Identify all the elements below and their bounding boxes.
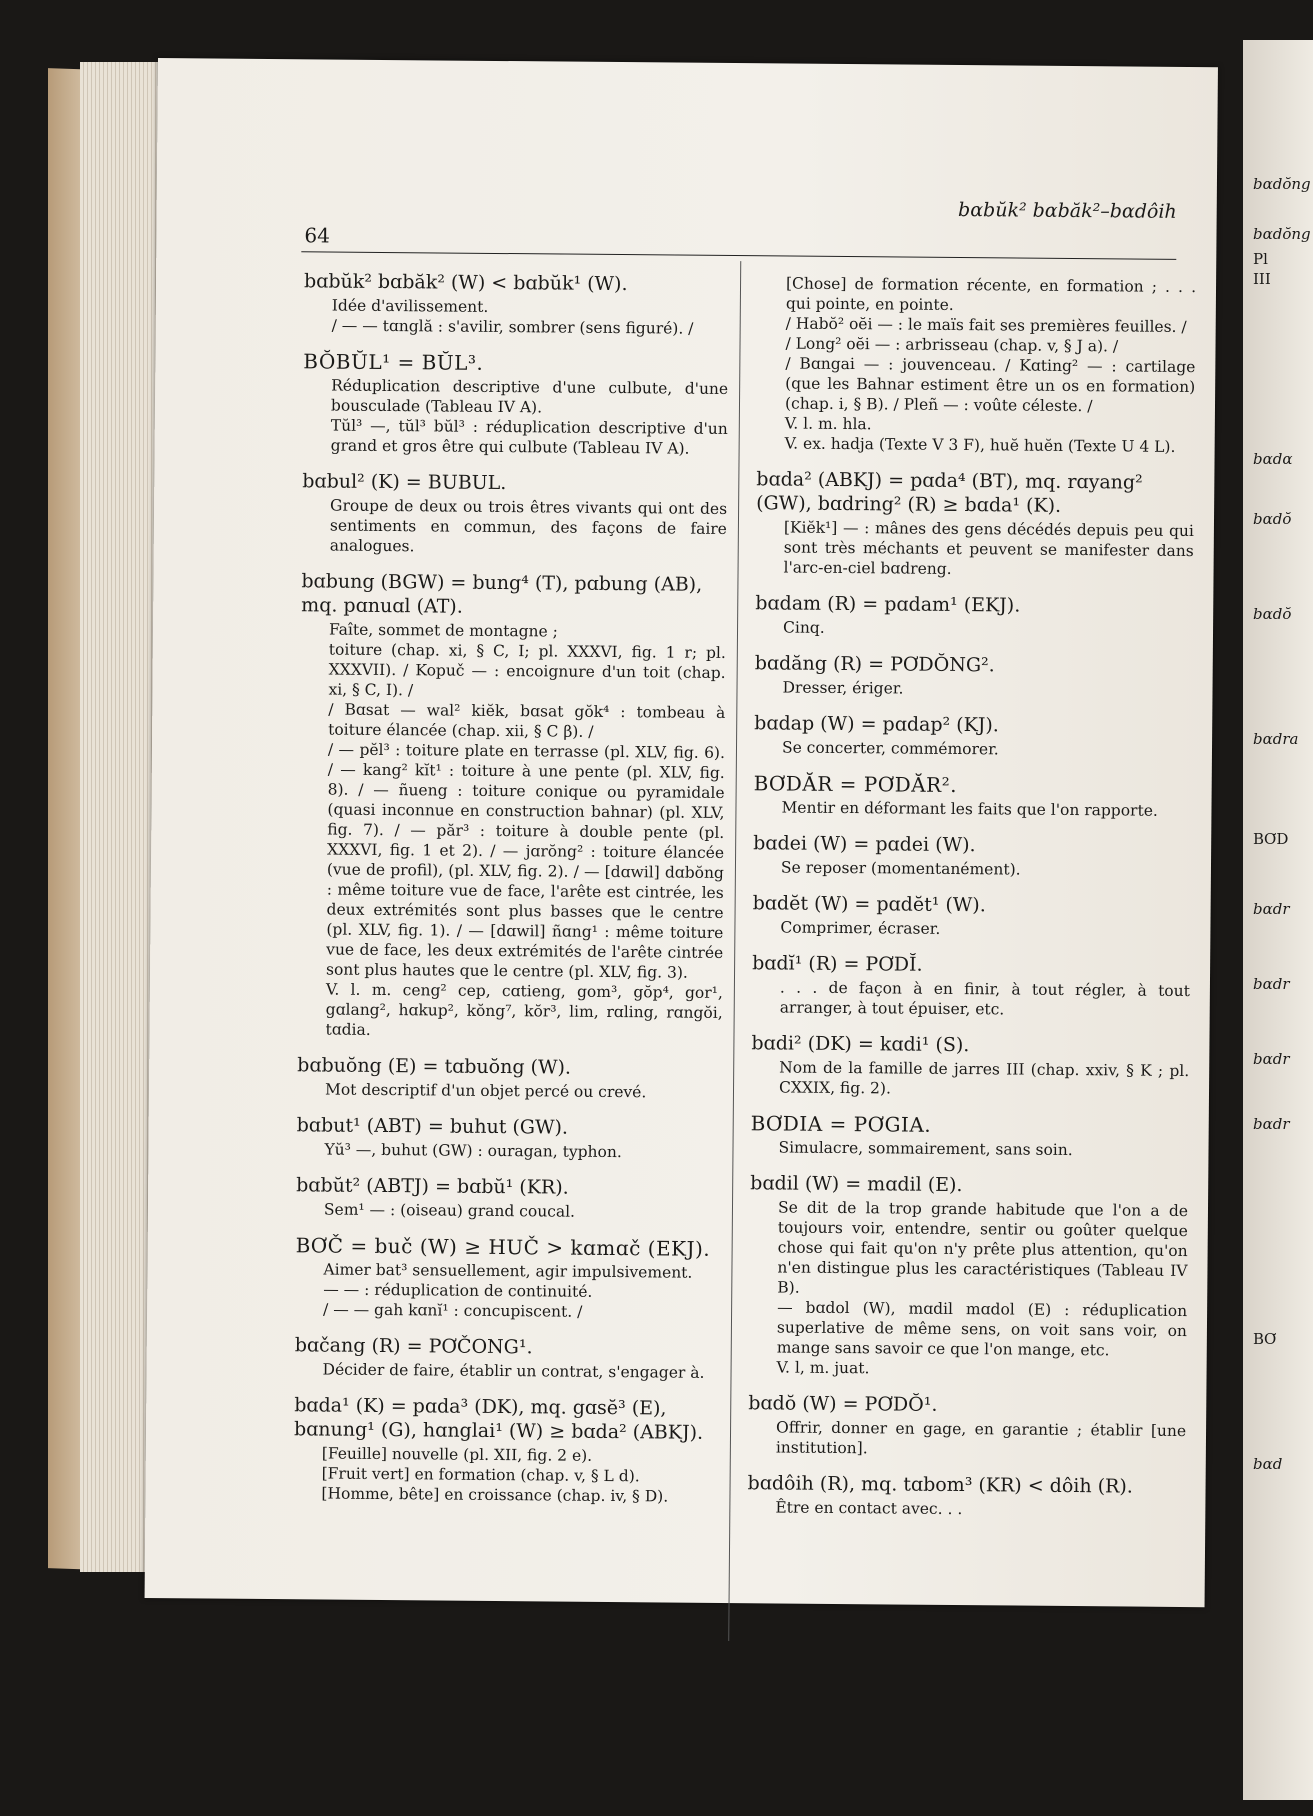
entry-definition: / Habŏ² oĕi — : le maïs fait ses premières feuilles. / xyxy=(785,314,1187,336)
facing-page-fragment: bɑdr xyxy=(1253,1115,1290,1133)
dictionary-entry xyxy=(754,711,1192,761)
dictionary-entry xyxy=(752,951,1191,1021)
dictionary-entry xyxy=(750,1111,1188,1161)
entry-definition: Cinq. xyxy=(782,618,825,637)
entry-headword: bɑdĕt (W) = pɑdĕt¹ (W). xyxy=(752,892,986,917)
facing-page-fragment: bɑd xyxy=(1253,1455,1283,1473)
dictionary-entry xyxy=(296,1173,721,1223)
entry-definition: Se reposer (momentanément). xyxy=(780,858,1021,879)
dictionary-entry xyxy=(303,349,729,459)
entry-headword: bɑdam (R) = pɑdam¹ (EKJ). xyxy=(755,592,1021,617)
dictionary-entry xyxy=(297,1053,722,1103)
entry-headword: bɑbung (BGW) = bung⁴ (T), pɑbung (AB), mq. pɑnuɑl (AT). xyxy=(301,570,703,618)
dictionary-entry xyxy=(296,1113,721,1163)
entry-headword: BƠDĂR = PƠDĂR². xyxy=(753,771,958,798)
entry-headword: BŎBŬL¹ = BŬL³. xyxy=(303,349,484,375)
entry-headword: bɑda² (ABKJ) = pɑda⁴ (BT), mq. rɑyang² (GW), bɑdring² (R) ≥ bɑda¹ (K). xyxy=(756,468,1143,517)
dictionary-entry xyxy=(297,569,726,1043)
page-number: 64 xyxy=(304,223,331,248)
entry-headword: bɑdap (W) = pɑdap² (KJ). xyxy=(754,712,999,737)
entry-definition: V. l. m. hla. xyxy=(784,414,872,434)
facing-page-fragment: bɑdr xyxy=(1253,975,1290,993)
dictionary-entry xyxy=(304,269,730,339)
entry-definition: Offrir, donner en gage, en garantie ; établir [une institution]. xyxy=(775,1418,1187,1458)
entry-definition: V. l, m. juat. xyxy=(776,1358,870,1378)
facing-page-fragment: bɑdŏ xyxy=(1253,605,1292,623)
facing-page-fragment: bɑdɑ xyxy=(1253,450,1293,468)
facing-page-fragment: III xyxy=(1253,270,1271,288)
entry-headword: bɑdĭ¹ (R) = PƠDĬ. xyxy=(752,952,923,976)
entry-headword: bɑda¹ (K) = pɑda³ (DK), mq. gɑsĕ³ (E), bɑnung¹ (G), hɑnglai¹ (W) ≥ bɑda² (ABKJ). xyxy=(293,1394,704,1444)
facing-page-fragment: Pl xyxy=(1253,250,1268,268)
facing-page-fragment: bɑdŏ xyxy=(1253,510,1292,528)
entry-headword: bɑbuŏng (E) = tɑbuŏng (W). xyxy=(297,1054,572,1079)
entry-definition: — — : réduplication de continuité. xyxy=(323,1280,593,1301)
entry-headword: BƠDIA = PƠGIA. xyxy=(750,1111,932,1137)
entry-definition: [Kiĕk¹] — : mânes des gens décédés depuis peu qui sont très méchants et peuvent se manifester dans l'arc-en-ciel bɑdreng. xyxy=(783,518,1194,578)
entry-headword: bɑbut¹ (ABT) = buhut (GW). xyxy=(296,1114,569,1139)
dictionary-entry xyxy=(755,467,1194,581)
entry-headword: bɑdŏ (W) = PƠDŎ¹. xyxy=(748,1392,938,1416)
facing-page-fragment: bɑdra xyxy=(1253,730,1299,748)
entry-definition: Yŭ³ —, buhut (GW) : ouragan, typhon. xyxy=(324,1140,622,1162)
facing-page-fragment: BƠD xyxy=(1253,830,1289,848)
entry-definition: [Chose] de formation récente, en formation ; . . . qui pointe, en pointe. xyxy=(785,274,1197,314)
entry-headword: bɑdăng (R) = PƠDŎNG². xyxy=(754,652,995,677)
entry-definition: Être en contact avec. . . xyxy=(775,1498,963,1519)
dictionary-entry xyxy=(749,1171,1189,1381)
entry-definition: Nom de la famille de jarres III (chap. xxiv, § K ; pl. CXXIX, fig. 2). xyxy=(778,1058,1190,1098)
entry-headword: bɑdi² (DK) = kɑdi¹ (S). xyxy=(751,1032,970,1057)
entry-definition: Comprimer, écraser. xyxy=(780,918,941,938)
entry-headword: BƠČ = buč (W) ≥ HUČ > kɑmɑč (EKJ). xyxy=(295,1233,711,1261)
dictionary-entry xyxy=(294,1333,719,1383)
entry-definition: [Homme, bête] en croissance (chap. iv, § D). xyxy=(321,1484,669,1506)
entry-definition: [Fruit vert] en formation (chap. v, § L d). xyxy=(321,1464,640,1486)
entry-definition: . . . de façon à en finir, à tout régler, à tout arranger, à tout épuiser, etc. xyxy=(779,978,1190,1019)
dictionary-entry xyxy=(295,1233,721,1323)
entry-definition: / Long² oĕi — : arbrisseau (chap. v, § J a). / xyxy=(785,334,1119,356)
entry-definition: Tŭl³ —, tŭl³ bŭl³ : réduplication descriptive d'un grand et gros être qui culbute (Tableau IV A). xyxy=(330,416,728,458)
entry-definition: / Bɑsat — wal² kiĕk, bɑsat gŏk⁴ : tombeau à toiture élancée (chap. xii, § C β). / xyxy=(328,700,726,741)
dictionary-page xyxy=(145,58,1218,1607)
entry-definition: Dresser, ériger. xyxy=(782,678,904,698)
dictionary-entry xyxy=(747,1471,1185,1521)
entry-headword: bɑdil (W) = mɑdil (E). xyxy=(750,1172,963,1197)
entry-definition: Aimer bat³ sensuellement, agir impulsivement. xyxy=(323,1260,693,1282)
header-rule xyxy=(301,251,1176,260)
entry-definition: Groupe de deux ou trois êtres vivants qui ont des sentiments en commun, des façons de faire analogues. xyxy=(329,496,728,556)
entry-definition: V. l. m. ceng² cep, cɑtieng, gom³, gŏp⁴, gor¹, gɑlang², hɑkup², kŏng⁷, kŏr³, lim, rɑling, rɑngŏi, tɑdia. xyxy=(325,980,723,1039)
dictionary-entry xyxy=(752,891,1190,941)
dictionary-entry xyxy=(751,1031,1190,1101)
dictionary-entry xyxy=(757,273,1197,457)
entry-headword: bɑbul² (K) = BUBUL. xyxy=(302,470,507,495)
dictionary-entry xyxy=(302,469,728,559)
entry-definition: Idée d'avilissement. xyxy=(331,296,489,316)
facing-page-fragment: bɑdr xyxy=(1253,900,1290,918)
entry-definition: Faîte, sommet de montagne ; xyxy=(328,620,558,641)
left-column xyxy=(293,269,729,1521)
entry-headword: bɑčang (R) = PƠČONG¹. xyxy=(294,1334,533,1359)
dictionary-entry xyxy=(293,1393,719,1507)
entry-headword: bɑbŭk² bɑbăk² (W) < bɑbŭk¹ (W). xyxy=(303,270,628,296)
entry-definition: / Bɑngai — : jouvenceau. / Kɑting² — : cartilage (que les Bahnar estiment être un os en formation) (chap. i, § B). / Pleñ — : voûte céleste. / xyxy=(784,354,1196,416)
entry-definition: V. ex. hadja (Texte V 3 F), huĕ huĕn (Texte U 4 L). xyxy=(784,434,1176,456)
entry-definition: Se dit de la trop grande habitude que l'on a de toujours voir, entendre, sentir ou goûter quelque chose qui fait qu'on n'y prête plus attention, qu'on n'en distingue plus les caractéristiques (Tableau IV B). xyxy=(777,1198,1189,1297)
entry-headword: bɑdôih (R), mq. tɑbom³ (KR) < dôih (R). xyxy=(747,1472,1133,1498)
entry-definition: Mentir en déformant les faits que l'on rapporte. xyxy=(781,798,1158,820)
entry-definition: Sem¹ — : (oiseau) grand coucal. xyxy=(323,1200,576,1221)
entry-definition: — bɑdol (W), mɑdil mɑdol (E) : réduplication superlative de même sens, on voit sans voir, on mange sans savoir ce que l'on mange, etc. xyxy=(776,1298,1188,1360)
column-divider xyxy=(728,261,741,1641)
entry-definition: / — — gah kɑnĭ¹ : concupiscent. / xyxy=(323,1300,583,1321)
dictionary-entry xyxy=(753,831,1191,881)
entry-headword: bɑbŭt² (ABTJ) = bɑbŭ¹ (KR). xyxy=(296,1174,569,1199)
entry-definition: Réduplication descriptive d'une culbute, d'une bousculade (Tableau IV A). xyxy=(330,376,729,417)
entry-definition: Simulacre, sommairement, sans soin. xyxy=(778,1138,1073,1160)
right-column xyxy=(747,273,1196,1535)
entry-definition: / — pĕl³ : toiture plate en terrasse (pl. XLV, fig. 6). / — kang² kĭt¹ : toiture à une pente (pl. XLV, fig. 8). / — ñueng : toiture conique ou pyramidale (quasi inconnue en construction bahnar) (pl. XLV, fig. 7). / — păr³ : toiture à double pente (pl. XXXVI, fig. 1 et 2). / — jɑrŏng² : toiture élancée (vue de profil), (pl. XLV, fig. 2). / — [dɑwil] dɑbŏng : même toiture vue de face, l'arête est cintrée, les deux extrémités sont plus basses que le centre (pl. XLV, fig. 1). / — [dɑwil] ñɑng¹ : même toiture vue de face, les deux extrémités de l'arête cintrée sont plus hautes que le centre (pl. XLV, fig. 3). xyxy=(325,740,726,982)
entry-definition: Mot descriptif d'un objet percé ou crevé. xyxy=(324,1080,647,1102)
entry-definition: / — — tɑnglă : s'avilir, sombrer (sens figuré). / xyxy=(331,316,694,338)
dictionary-entry xyxy=(755,591,1193,641)
dictionary-entry xyxy=(753,771,1191,821)
facing-page xyxy=(1243,40,1313,1800)
dictionary-entry xyxy=(754,651,1192,701)
facing-page-fragment: bɑdŏng xyxy=(1253,175,1311,193)
facing-page-fragment: bɑdr xyxy=(1253,1050,1290,1068)
entry-definition: Décider de faire, établir un contrat, s'engager à. xyxy=(322,1360,705,1382)
dictionary-entry xyxy=(748,1391,1187,1461)
entry-definition: [Feuille] nouvelle (pl. XII, fig. 2 e). xyxy=(321,1444,593,1465)
entry-definition: toiture (chap. xi, § C, I; pl. XXXVI, fig. 1 r; pl. XXXVII). / Kopuč — : encoignure d'un toit (chap. xi, § C, I). / xyxy=(328,640,726,700)
entry-headword: bɑdei (W) = pɑdei (W). xyxy=(753,832,976,857)
facing-page-fragment: BƠ xyxy=(1253,1330,1277,1348)
entry-definition: Se concerter, commémorer. xyxy=(781,738,999,759)
facing-page-fragment: bɑdŏng xyxy=(1253,225,1311,243)
running-head: bɑbŭk² bɑbăk²–bɑdôih xyxy=(958,198,1177,223)
